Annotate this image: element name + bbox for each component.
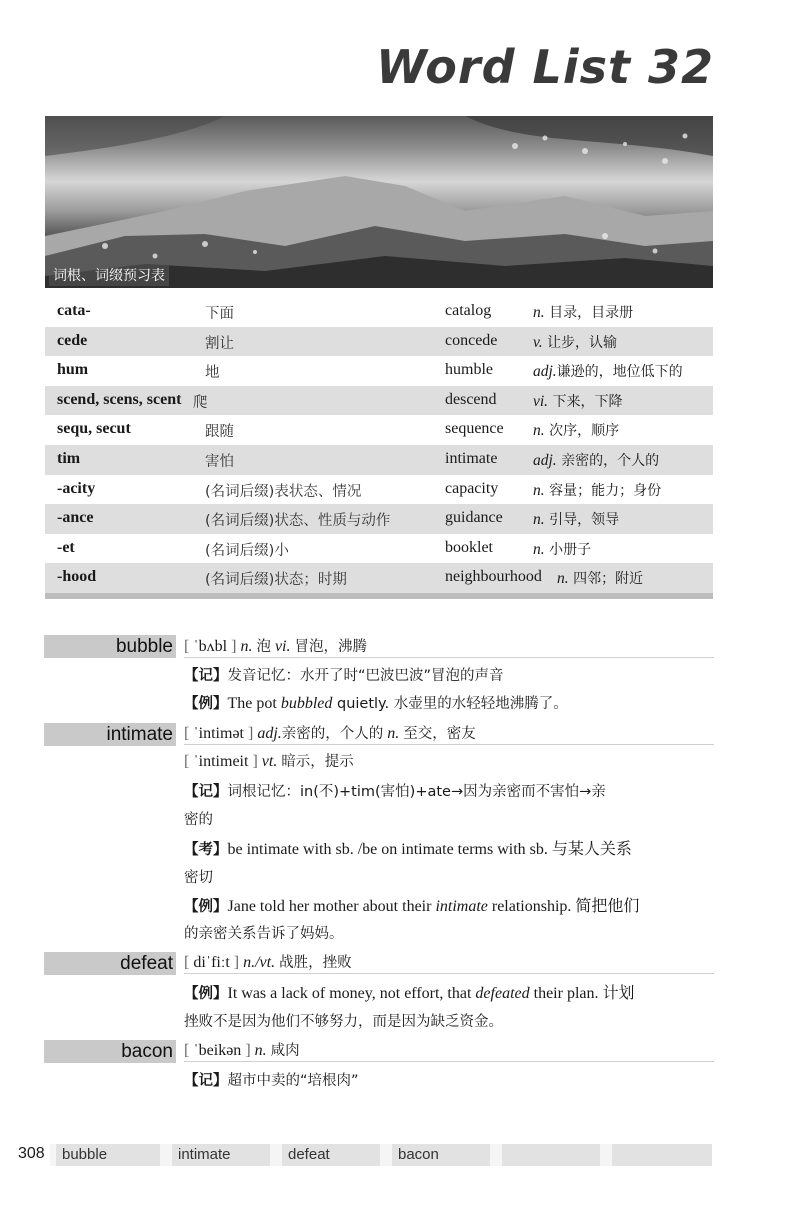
entry-headword: intimate	[44, 723, 176, 746]
word-definition: adj. 亲密的，个人的	[533, 451, 660, 469]
page-number: 308	[18, 1145, 45, 1162]
example-sentence: 【例】It was a lack of money, not effort, that defeated their plan. 计划	[184, 985, 635, 1002]
pronunciation-line: [ ˈintimeit ] vt. 暗示，提示	[184, 753, 354, 770]
phonetic: ˈintimeit	[193, 753, 249, 770]
phonetic: diˈfiːt	[193, 954, 230, 971]
word-definition: n. 四邻；附近	[557, 570, 644, 588]
word-definition: n. 引导，领导	[533, 511, 620, 529]
word-definition: n. 次序，顺序	[533, 422, 620, 440]
memory-note: 【记】词根记忆：in(不)+tim(害怕)+ate→因为亲密而不害怕→亲	[184, 784, 606, 800]
phonetic: ˈbʌbl	[193, 638, 228, 655]
memory-note: 【记】超市中卖的“培根肉”	[184, 1073, 359, 1089]
example-sentence-cont: 挫败不是因为他们不够努力，而是因为缺乏资金。	[184, 1014, 503, 1030]
page-footer	[0, 1143, 800, 1167]
root: -ance	[57, 509, 94, 527]
example-sentence-cont: 的亲密关系告诉了妈妈。	[184, 926, 344, 942]
table-row	[45, 297, 713, 327]
table-row	[45, 534, 713, 564]
root-meaning: (名词后缀)状态、性质与动作	[205, 513, 391, 530]
root-meaning: 下面	[205, 306, 234, 322]
roots-table	[45, 297, 713, 599]
table-row	[45, 356, 713, 386]
word-definition: n. 小册子	[533, 540, 592, 558]
root-meaning: 割让	[205, 335, 234, 352]
root: -hood	[57, 568, 97, 586]
exam-note: 【考】be intimate with sb. /be on intimate terms with sb. 与某人关系	[184, 841, 632, 858]
pronunciation-line: [ diˈfiːt ] n./vt. 战胜，挫败	[184, 953, 714, 974]
footer-word-strip	[50, 1144, 712, 1166]
example-sentence: 【例】The pot bubbled quietly. 水壶里的水轻轻地沸腾了。	[184, 695, 568, 712]
phonetic: ˈbeikən	[193, 1042, 242, 1059]
table-row	[45, 504, 713, 534]
example-word: intimate	[445, 449, 498, 467]
pronunciation-line: [ ˈbeikən ] n. 咸肉	[184, 1041, 714, 1062]
example-word: descend	[445, 390, 497, 408]
entry-headword: bubble	[44, 635, 176, 658]
landscape-illustration	[45, 116, 713, 288]
table-row	[45, 327, 713, 357]
phonetic: ˈintimət	[193, 725, 244, 742]
example-word: capacity	[445, 479, 499, 497]
example-word: neighbourhood	[445, 568, 542, 586]
root-meaning: (名词后缀)小	[205, 542, 289, 559]
photo-caption: 词根、词缀预习表	[49, 264, 169, 286]
word-definition: n. 目录，目录册	[533, 304, 634, 321]
example-word: sequence	[445, 420, 504, 438]
pronunciation-line: [ ˈbʌbl ] n. 泡 vi. 冒泡，沸腾	[184, 637, 714, 658]
root-meaning: (名词后缀)状态；时期	[205, 572, 347, 589]
root: -et	[57, 538, 75, 556]
footer-blank-cell	[600, 1144, 718, 1166]
example-word: catalog	[445, 302, 492, 319]
root-meaning: (名词后缀)表状态、情况	[205, 483, 362, 500]
footer-word: bacon	[380, 1144, 490, 1166]
example-sentence: 【例】Jane told her mother about their intimate relationship. 简把他们	[184, 898, 640, 915]
example-word: guidance	[445, 509, 503, 527]
table-row	[45, 563, 713, 593]
root-meaning: 害怕	[205, 453, 234, 470]
pronunciation-line: [ ˈintimət ] adj.亲密的，个人的 n. 至交，密友	[184, 724, 714, 745]
entry-headword: defeat	[44, 952, 176, 975]
root: sequ, secut	[57, 420, 131, 438]
footer-blank-cell	[490, 1144, 600, 1166]
footer-word: intimate	[160, 1144, 270, 1166]
example-word: booklet	[445, 538, 493, 556]
root-meaning: 跟随	[205, 424, 234, 441]
root: cata-	[57, 302, 91, 319]
word-definition: adj.谦逊的，地位低下的	[533, 363, 683, 381]
example-word: humble	[445, 361, 493, 379]
table-row	[45, 475, 713, 505]
root-meaning: 爬	[193, 394, 208, 411]
memory-note-cont: 密的	[184, 812, 213, 828]
memory-note: 【记】发音记忆：水开了时“巴波巴波”冒泡的声音	[184, 668, 504, 684]
root: -acity	[57, 479, 96, 497]
footer-word: defeat	[270, 1144, 380, 1166]
word-definition: v. 让步，认输	[533, 333, 618, 351]
example-word: concede	[445, 331, 498, 349]
word-definition: n. 容量；能力；身份	[533, 481, 662, 499]
root: cede	[57, 331, 88, 349]
page-title: Word List 32	[376, 40, 714, 94]
entry-headword: bacon	[44, 1040, 176, 1063]
word-definition: vi. 下来，下降	[533, 392, 623, 410]
root-meaning: 地	[205, 365, 220, 382]
exam-note-cont: 密切	[184, 870, 213, 886]
table-row	[45, 415, 713, 445]
root: scend, scens, scent	[57, 390, 182, 408]
table-row	[45, 386, 713, 416]
root: tim	[57, 449, 81, 467]
root: hum	[57, 361, 89, 379]
table-row	[45, 445, 713, 475]
header-photo	[45, 116, 713, 288]
footer-word: bubble	[50, 1144, 154, 1166]
